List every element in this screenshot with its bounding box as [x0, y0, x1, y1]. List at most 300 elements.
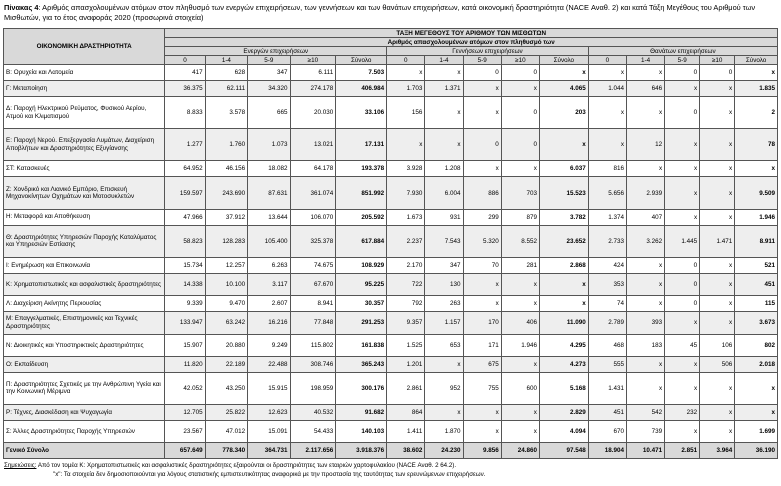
- value-cell: 1.277: [165, 129, 205, 161]
- value-cell: x: [700, 129, 735, 161]
- value-cell: 5.320: [463, 225, 501, 257]
- value-cell: 15.734: [165, 257, 205, 273]
- value-cell: 722: [387, 273, 425, 295]
- grand-total-cell: 657.649: [165, 442, 205, 458]
- total-cell: x: [539, 295, 588, 311]
- value-cell: 11.820: [165, 356, 205, 372]
- value-cell: 130: [425, 273, 463, 295]
- value-cell: 0: [665, 257, 700, 273]
- value-cell: 64.952: [165, 161, 205, 177]
- total-cell: 2.829: [539, 404, 588, 420]
- value-cell: 1.471: [700, 225, 735, 257]
- activity-label: Θ: Δραστηριότητες Υπηρεσιών Παροχής Καταλύματος και Υπηρεσιών Εστίασης: [4, 225, 165, 257]
- value-cell: x: [463, 295, 501, 311]
- value-cell: 864: [387, 404, 425, 420]
- value-cell: 183: [626, 334, 664, 356]
- activity-header: ΟΙΚΟΝΟΜΙΚΗ ΔΡΑΣΤΗΡΙΟΤΗΤΑ: [4, 29, 165, 65]
- value-cell: 1.044: [588, 81, 626, 97]
- value-cell: 8.941: [290, 295, 336, 311]
- activity-label: Β: Ορυχεία και Λατομεία: [4, 65, 165, 81]
- value-cell: 16.216: [248, 311, 290, 334]
- note-line-1: Από τον τομέα Κ: Χρηματοπιστωτικές και ασφαλιστικές δραστηριότητες εξαιρούνται οι δραστηριότητες των εταιριών χαρτοφυλακίου (NACE Αναθ. 2 64.2).: [36, 462, 457, 469]
- value-cell: 1.411: [387, 420, 425, 442]
- value-cell: x: [387, 65, 425, 81]
- value-cell: 22.189: [205, 356, 247, 372]
- total-cell: 115: [735, 295, 778, 311]
- group-header-active: Ενεργών επιχειρήσεων: [165, 47, 387, 56]
- value-cell: 115.802: [290, 334, 336, 356]
- value-cell: 6.004: [425, 177, 463, 209]
- value-cell: x: [700, 257, 735, 273]
- value-cell: 952: [425, 372, 463, 404]
- value-cell: 170: [463, 311, 501, 334]
- value-cell: x: [387, 129, 425, 161]
- value-cell: 0: [501, 129, 539, 161]
- grand-total-cell: 24.860: [501, 442, 539, 458]
- value-cell: 106.070: [290, 209, 336, 225]
- value-cell: 1.157: [425, 311, 463, 334]
- activity-label: Γ: Μεταποίηση: [4, 81, 165, 97]
- value-cell: 133.947: [165, 311, 205, 334]
- grand-total-cell: 38.602: [387, 442, 425, 458]
- value-cell: 7.930: [387, 177, 425, 209]
- value-cell: 64.178: [290, 161, 336, 177]
- grand-total-cell: 10.471: [626, 442, 664, 458]
- value-cell: 156: [387, 97, 425, 129]
- value-cell: 2.607: [248, 295, 290, 311]
- value-cell: 23.567: [165, 420, 205, 442]
- total-cell: 521: [735, 257, 778, 273]
- value-cell: x: [700, 209, 735, 225]
- value-cell: 2.237: [387, 225, 425, 257]
- value-cell: 43.250: [205, 372, 247, 404]
- table-row: [4, 356, 778, 372]
- total-cell: 1.699: [735, 420, 778, 442]
- value-cell: x: [626, 161, 664, 177]
- value-cell: x: [700, 97, 735, 129]
- total-cell: x: [539, 273, 588, 295]
- table-row: [4, 81, 778, 97]
- value-cell: 0: [501, 97, 539, 129]
- total-cell: 451: [735, 273, 778, 295]
- total-cell: 802: [735, 334, 778, 356]
- total-cell: 4.273: [539, 356, 588, 372]
- employed-persons-header: Αριθμός απασχολουμένων ατόμων στον πληθυσμό των: [165, 38, 778, 47]
- value-cell: 6.111: [290, 65, 336, 81]
- activity-label: Ο: Εκπαίδευση: [4, 356, 165, 372]
- table-number: Πίνακας 4: [4, 3, 39, 12]
- value-cell: 45: [665, 334, 700, 356]
- value-cell: 1.201: [387, 356, 425, 372]
- table-caption: [4, 3, 776, 23]
- table-row: [4, 129, 778, 161]
- value-cell: x: [425, 404, 463, 420]
- value-cell: 62.111: [205, 81, 247, 97]
- value-cell: x: [700, 81, 735, 97]
- value-cell: 106: [700, 334, 735, 356]
- value-cell: x: [665, 161, 700, 177]
- value-cell: 159.597: [165, 177, 205, 209]
- value-cell: 347: [425, 257, 463, 273]
- value-cell: 46.156: [205, 161, 247, 177]
- value-cell: 0: [665, 65, 700, 81]
- total-cell: x: [735, 161, 778, 177]
- value-cell: 34.320: [248, 81, 290, 97]
- total-cell: 1.835: [735, 81, 778, 97]
- value-cell: x: [700, 420, 735, 442]
- activity-label: Ε: Παροχή Νερού. Επεξεργασία Λυμάτων, Διαχείριση Αποβλήτων και Δραστηριότητες Εξυγίανσης: [4, 129, 165, 161]
- total-cell: 4.094: [539, 420, 588, 442]
- value-cell: x: [463, 404, 501, 420]
- value-cell: 20.030: [290, 97, 336, 129]
- value-cell: 792: [387, 295, 425, 311]
- total-cell: 6.037: [539, 161, 588, 177]
- value-cell: x: [700, 161, 735, 177]
- value-cell: 42.052: [165, 372, 205, 404]
- value-cell: 2.861: [387, 372, 425, 404]
- value-cell: 451: [588, 404, 626, 420]
- value-cell: 12.705: [165, 404, 205, 420]
- total-cell: 23.652: [539, 225, 588, 257]
- value-cell: 393: [626, 311, 664, 334]
- value-cell: x: [463, 81, 501, 97]
- group-header-deaths: Θανάτων επιχειρήσεων: [588, 47, 777, 56]
- value-cell: 816: [588, 161, 626, 177]
- value-cell: 424: [588, 257, 626, 273]
- value-cell: 20.880: [205, 334, 247, 356]
- value-cell: x: [626, 372, 664, 404]
- table-row: [4, 161, 778, 177]
- total-cell: 300.176: [336, 372, 387, 404]
- value-cell: 14.338: [165, 273, 205, 295]
- value-cell: 13.644: [248, 209, 290, 225]
- value-cell: 232: [665, 404, 700, 420]
- total-cell: 7.503: [336, 65, 387, 81]
- value-cell: x: [626, 273, 664, 295]
- table-row: [4, 420, 778, 442]
- activity-label: Λ: Διαχείριση Ακίνητης Περιουσίας: [4, 295, 165, 311]
- value-cell: x: [626, 356, 664, 372]
- value-cell: 0: [501, 65, 539, 81]
- table-row: [4, 311, 778, 334]
- value-cell: 1.946: [501, 334, 539, 356]
- table-row: [4, 65, 778, 81]
- value-cell: 8.833: [165, 97, 205, 129]
- total-cell: 161.838: [336, 334, 387, 356]
- activity-label: ΣΤ: Κατασκευές: [4, 161, 165, 177]
- column-header: 0: [165, 56, 205, 65]
- table-row: [4, 404, 778, 420]
- value-cell: 299: [463, 209, 501, 225]
- value-cell: 0: [665, 273, 700, 295]
- value-cell: 1.208: [425, 161, 463, 177]
- grand-total-cell: 364.731: [248, 442, 290, 458]
- value-cell: 308.746: [290, 356, 336, 372]
- total-cell: 33.106: [336, 97, 387, 129]
- value-cell: 1.431: [588, 372, 626, 404]
- table-row: [4, 257, 778, 273]
- column-header: Σύνολο: [539, 56, 588, 65]
- value-cell: x: [501, 420, 539, 442]
- value-cell: 9.470: [205, 295, 247, 311]
- value-cell: x: [501, 81, 539, 97]
- value-cell: 15.907: [165, 334, 205, 356]
- column-header: ≥10: [501, 56, 539, 65]
- value-cell: x: [588, 65, 626, 81]
- value-cell: 22.488: [248, 356, 290, 372]
- value-cell: 12.257: [205, 257, 247, 273]
- value-cell: 18.082: [248, 161, 290, 177]
- value-cell: 542: [626, 404, 664, 420]
- value-cell: 665: [248, 97, 290, 129]
- value-cell: 9.339: [165, 295, 205, 311]
- value-cell: 2.789: [588, 311, 626, 334]
- value-cell: 7.543: [425, 225, 463, 257]
- value-cell: 77.848: [290, 311, 336, 334]
- total-cell: 30.357: [336, 295, 387, 311]
- activity-label: Ι: Ενημέρωση και Επικοινωνία: [4, 257, 165, 273]
- value-cell: 12.623: [248, 404, 290, 420]
- value-cell: 3.262: [626, 225, 664, 257]
- value-cell: 406: [501, 311, 539, 334]
- column-header: 1-4: [626, 56, 664, 65]
- table-caption-text: : Αριθμός απασχολουμένων ατόμων στον πληθυσμό των ενεργών επιχειρήσεων, των γεννήσεων και των θανάτων επιχειρήσεων, κατά οικονομική δραστηριότητα (NACE Αναθ. 2) και κατά Τάξη Μεγέθους του Αριθμού των Μισθωτών, για το έτος αναφοράς 2020 (προσωρινά στοιχεία): [4, 3, 756, 22]
- total-cell: 108.929: [336, 257, 387, 273]
- value-cell: x: [463, 420, 501, 442]
- size-class-header: ΤΑΞΗ ΜΕΓΕΘΟΥΣ ΤΟΥ ΑΡΙΘΜΟΥ ΤΩΝ ΜΙΣΘΩΤΩΝ: [165, 29, 778, 38]
- value-cell: 628: [205, 65, 247, 81]
- value-cell: x: [425, 129, 463, 161]
- total-cell: 140.103: [336, 420, 387, 442]
- total-cell: 3.782: [539, 209, 588, 225]
- activity-label: Κ: Χρηματοπιστωτικές και ασφαλιστικές δραστηριότητες: [4, 273, 165, 295]
- column-header: 5-9: [665, 56, 700, 65]
- value-cell: 600: [501, 372, 539, 404]
- value-cell: 198.959: [290, 372, 336, 404]
- value-cell: x: [501, 356, 539, 372]
- notes-label: Σημειώσεις:: [4, 462, 37, 469]
- total-cell: 2: [735, 97, 778, 129]
- total-cell: x: [539, 129, 588, 161]
- value-cell: 886: [463, 177, 501, 209]
- grand-total-label: Γενικό Σύνολο: [4, 442, 165, 458]
- grand-total-cell: 24.230: [425, 442, 463, 458]
- grand-total-cell: 2.117.656: [290, 442, 336, 458]
- value-cell: x: [700, 311, 735, 334]
- column-header: 1-4: [205, 56, 247, 65]
- total-cell: 205.592: [336, 209, 387, 225]
- value-cell: 70: [463, 257, 501, 273]
- value-cell: 87.631: [248, 177, 290, 209]
- value-cell: 105.400: [248, 225, 290, 257]
- value-cell: x: [501, 295, 539, 311]
- value-cell: 25.822: [205, 404, 247, 420]
- value-cell: 274.178: [290, 81, 336, 97]
- grand-total-cell: 3.918.376: [336, 442, 387, 458]
- grand-total-cell: 2.851: [665, 442, 700, 458]
- value-cell: x: [588, 129, 626, 161]
- value-cell: x: [665, 209, 700, 225]
- value-cell: 0: [700, 65, 735, 81]
- value-cell: 1.371: [425, 81, 463, 97]
- value-cell: 3.578: [205, 97, 247, 129]
- total-cell: 3.673: [735, 311, 778, 334]
- activity-label: Δ: Παροχή Ηλεκτρικού Ρεύματος, Φυσικού Αερίου, Ατμού και Κλιματισμού: [4, 97, 165, 129]
- value-cell: 5.656: [588, 177, 626, 209]
- value-cell: 1.525: [387, 334, 425, 356]
- column-header: ≥10: [290, 56, 336, 65]
- notes: [4, 461, 776, 479]
- activity-label: Π: Δραστηριότητες Σχετικές με την Ανθρώπινη Υγεία και την Κοινωνική Μέριμνα: [4, 372, 165, 404]
- total-cell: 78: [735, 129, 778, 161]
- note-line-2: "x": Τα στοιχεία δεν δημοσιοποιούνται για λόγους στατιστικής εμπιστευτικότητας αναφορικά με την προστασία της ταυτότητας των ερευνώμενων επιχειρήσεων.: [53, 471, 486, 478]
- value-cell: 8.552: [501, 225, 539, 257]
- table-row: [4, 97, 778, 129]
- value-cell: x: [665, 372, 700, 404]
- value-cell: x: [501, 404, 539, 420]
- value-cell: 13.021: [290, 129, 336, 161]
- column-header: Σύνολο: [336, 56, 387, 65]
- value-cell: 12: [626, 129, 664, 161]
- value-cell: x: [665, 81, 700, 97]
- value-cell: 2.939: [626, 177, 664, 209]
- total-cell: 95.225: [336, 273, 387, 295]
- activity-label: Η: Μεταφορά και Αποθήκευση: [4, 209, 165, 225]
- value-cell: 347: [248, 65, 290, 81]
- value-cell: x: [425, 97, 463, 129]
- value-cell: 243.690: [205, 177, 247, 209]
- value-cell: 47.012: [205, 420, 247, 442]
- grand-total-cell: 36.190: [735, 442, 778, 458]
- value-cell: x: [425, 65, 463, 81]
- total-cell: 91.682: [336, 404, 387, 420]
- table-row: [4, 273, 778, 295]
- table-row: [4, 225, 778, 257]
- total-cell: 15.523: [539, 177, 588, 209]
- value-cell: 1.703: [387, 81, 425, 97]
- value-cell: x: [425, 356, 463, 372]
- value-cell: 36.375: [165, 81, 205, 97]
- total-cell: 8.911: [735, 225, 778, 257]
- value-cell: 653: [425, 334, 463, 356]
- value-cell: x: [700, 177, 735, 209]
- total-cell: x: [735, 65, 778, 81]
- value-cell: 1.374: [588, 209, 626, 225]
- grand-total-row: [4, 442, 778, 458]
- value-cell: 703: [501, 177, 539, 209]
- value-cell: x: [665, 420, 700, 442]
- total-cell: x: [735, 404, 778, 420]
- total-cell: 17.131: [336, 129, 387, 161]
- value-cell: 58.823: [165, 225, 205, 257]
- total-cell: 9.509: [735, 177, 778, 209]
- value-cell: 67.670: [290, 273, 336, 295]
- value-cell: 417: [165, 65, 205, 81]
- value-cell: 171: [463, 334, 501, 356]
- value-cell: 675: [463, 356, 501, 372]
- total-cell: 617.884: [336, 225, 387, 257]
- activity-label: Ρ: Τέχνες, Διασκέδαση και Ψυχαγωγία: [4, 404, 165, 420]
- value-cell: x: [463, 273, 501, 295]
- column-header: 0: [387, 56, 425, 65]
- grand-total-cell: 778.340: [205, 442, 247, 458]
- activity-label: Ζ: Χονδρικό και Λιανικό Εμπόριο, Επισκευή Μηχανοκίνητων Οχημάτων και Μοτοσυκλετών: [4, 177, 165, 209]
- total-cell: 365.243: [336, 356, 387, 372]
- column-header: ≥10: [700, 56, 735, 65]
- value-cell: x: [665, 356, 700, 372]
- value-cell: 670: [588, 420, 626, 442]
- value-cell: 10.100: [205, 273, 247, 295]
- value-cell: x: [626, 97, 664, 129]
- value-cell: x: [501, 273, 539, 295]
- grand-total-cell: 9.856: [463, 442, 501, 458]
- value-cell: 407: [626, 209, 664, 225]
- total-cell: 2.018: [735, 356, 778, 372]
- value-cell: x: [665, 177, 700, 209]
- total-cell: 203: [539, 97, 588, 129]
- value-cell: 1.445: [665, 225, 700, 257]
- value-cell: x: [626, 257, 664, 273]
- value-cell: 0: [665, 295, 700, 311]
- column-header: 5-9: [248, 56, 290, 65]
- total-cell: 5.168: [539, 372, 588, 404]
- table-row: [4, 372, 778, 404]
- value-cell: 128.283: [205, 225, 247, 257]
- total-cell: 1.946: [735, 209, 778, 225]
- activity-label: Σ: Άλλες Δραστηριότητες Παροχής Υπηρεσιών: [4, 420, 165, 442]
- value-cell: 54.433: [290, 420, 336, 442]
- grand-total-cell: 3.964: [700, 442, 735, 458]
- value-cell: x: [700, 372, 735, 404]
- value-cell: x: [700, 404, 735, 420]
- value-cell: 325.378: [290, 225, 336, 257]
- value-cell: 739: [626, 420, 664, 442]
- value-cell: x: [700, 295, 735, 311]
- value-cell: 9.249: [248, 334, 290, 356]
- value-cell: 263: [425, 295, 463, 311]
- value-cell: 37.912: [205, 209, 247, 225]
- total-cell: x: [539, 65, 588, 81]
- total-cell: x: [735, 372, 778, 404]
- value-cell: 0: [463, 129, 501, 161]
- value-cell: 6.263: [248, 257, 290, 273]
- value-cell: x: [588, 97, 626, 129]
- value-cell: 931: [425, 209, 463, 225]
- value-cell: 74: [588, 295, 626, 311]
- value-cell: 74.675: [290, 257, 336, 273]
- total-cell: 851.992: [336, 177, 387, 209]
- column-header: 0: [588, 56, 626, 65]
- value-cell: 0: [665, 97, 700, 129]
- total-cell: 4.295: [539, 334, 588, 356]
- total-cell: 2.868: [539, 257, 588, 273]
- value-cell: 3.928: [387, 161, 425, 177]
- value-cell: x: [501, 161, 539, 177]
- value-cell: x: [463, 161, 501, 177]
- value-cell: 1.760: [205, 129, 247, 161]
- value-cell: 555: [588, 356, 626, 372]
- total-cell: 291.253: [336, 311, 387, 334]
- group-header-births: Γεννήσεων επιχειρήσεων: [387, 47, 589, 56]
- grand-total-cell: 18.904: [588, 442, 626, 458]
- value-cell: 63.242: [205, 311, 247, 334]
- value-cell: 879: [501, 209, 539, 225]
- total-cell: 4.065: [539, 81, 588, 97]
- value-cell: x: [665, 311, 700, 334]
- value-cell: 361.074: [290, 177, 336, 209]
- value-cell: 1.870: [425, 420, 463, 442]
- value-cell: x: [463, 97, 501, 129]
